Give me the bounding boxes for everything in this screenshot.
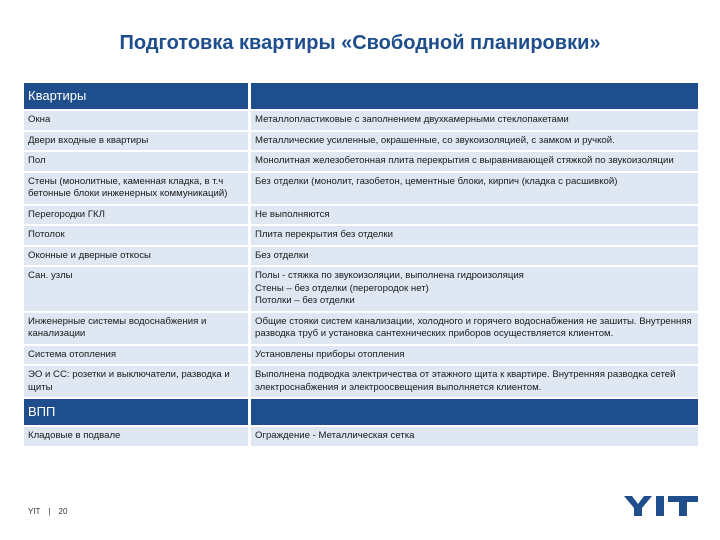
row-desc: Ограждение - Металлическая сетка xyxy=(251,427,698,446)
page-title: Подготовка квартиры «Свободной планировки» xyxy=(119,32,601,54)
table-row xyxy=(24,427,698,446)
table-row xyxy=(24,366,698,397)
specification-table xyxy=(24,83,698,448)
table-row xyxy=(24,267,698,311)
row-item: Инженерные системы водоснабжения и канализации xyxy=(24,313,248,344)
yit-logo xyxy=(624,496,698,516)
section-header-label: ВПП xyxy=(24,399,248,425)
row-desc: Без отделки (монолит, газобетон, цементные блоки, кирпич (кладка с расшивкой) xyxy=(251,173,698,204)
row-item: Стены (монолитные, каменная кладка, в т.ч бетонные блоки инженерных коммуникаций) xyxy=(24,173,248,204)
table-row xyxy=(24,173,698,204)
footer xyxy=(28,507,67,516)
row-item: Пол xyxy=(24,152,248,171)
row-desc: Общие стояки систем канализации, холодного и горячего водоснабжения не зашиты. Внутренняя разводка труб и установка сантехнических приборов осуществляется клиентом. xyxy=(251,313,698,344)
row-item: ЭО и СС: розетки и выключатели, разводка и щиты xyxy=(24,366,248,397)
row-desc: Установлены приборы отопления xyxy=(251,346,698,365)
table-row xyxy=(24,111,698,130)
page-number: 20 xyxy=(58,507,68,516)
row-desc: Выполнена подводка электричества от этажного щита к квартире. Внутренняя разводка сетей электроснабжения и электроосвещения выполняется клиентом. xyxy=(251,366,698,397)
table-row xyxy=(24,206,698,225)
row-item: Перегородки ГКЛ xyxy=(24,206,248,225)
row-desc: Монолитная железобетонная плита перекрытия с выравнивающей стяжкой по звукоизоляции xyxy=(251,152,698,171)
section-header-empty xyxy=(251,399,698,425)
table-row xyxy=(24,346,698,365)
row-item: Сан. узлы xyxy=(24,267,248,311)
row-item: Двери входные в квартиры xyxy=(24,132,248,151)
row-desc: Не выполняются xyxy=(251,206,698,225)
row-item: Оконные и дверные откосы xyxy=(24,247,248,266)
section-header-empty xyxy=(251,83,698,109)
section-header-vpp xyxy=(24,399,698,425)
table-row xyxy=(24,132,698,151)
section-header-apartments xyxy=(24,83,698,109)
row-desc: Без отделки xyxy=(251,247,698,266)
row-item: Окна xyxy=(24,111,248,130)
row-item: Потолок xyxy=(24,226,248,245)
row-desc: Полы - стяжка по звукоизоляции, выполнена гидроизоляция Стены – без отделки (перегородок нет) Потолки – без отделки xyxy=(251,267,698,311)
footer-separator: | xyxy=(48,507,51,516)
row-item: Система отопления xyxy=(24,346,248,365)
section-header-label: Квартиры xyxy=(24,83,248,109)
table-row xyxy=(24,152,698,171)
row-desc: Металлические усиленные, окрашенные, со звукоизоляцией, с замком и ручкой. xyxy=(251,132,698,151)
footer-brand: YIT xyxy=(28,507,41,516)
row-desc: Металлопластиковые с заполнением двухкамерными стеклопакетами xyxy=(251,111,698,130)
table-row xyxy=(24,226,698,245)
row-desc: Плита перекрытия без отделки xyxy=(251,226,698,245)
row-item: Кладовые в подвале xyxy=(24,427,248,446)
table-row xyxy=(24,313,698,344)
table-row xyxy=(24,247,698,266)
